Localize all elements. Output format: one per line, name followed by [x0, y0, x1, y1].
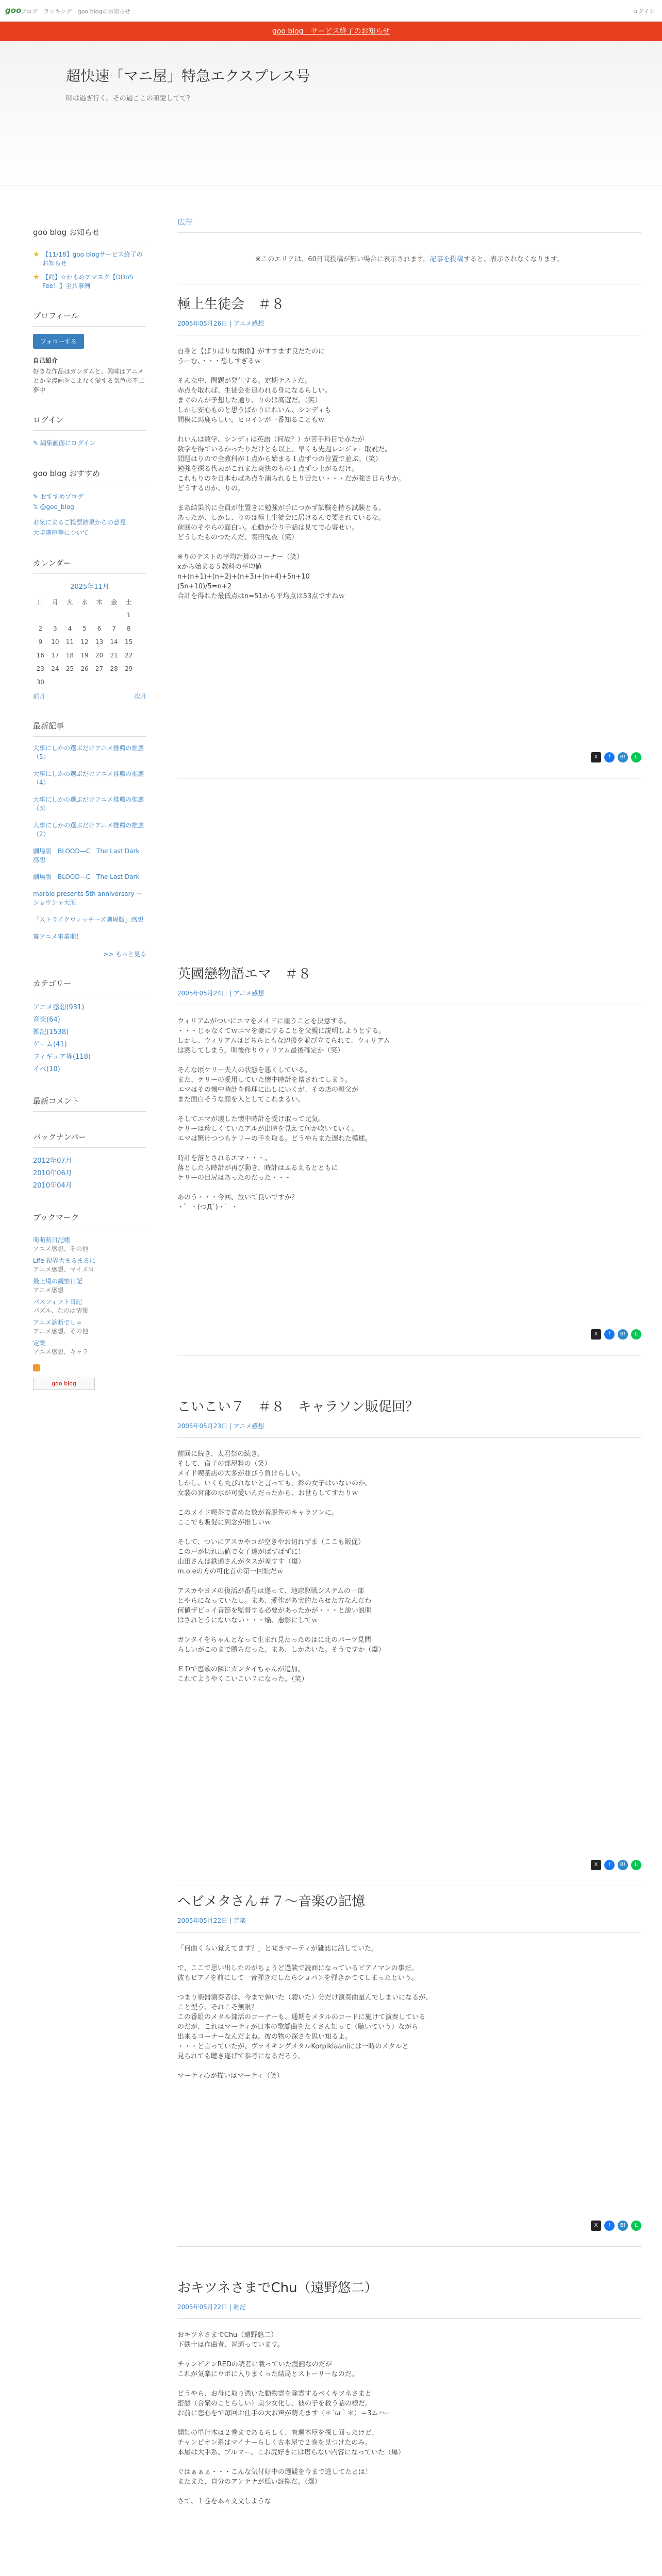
calendar-cell: 29 [125, 665, 133, 672]
calendar-cell: 5 [82, 625, 87, 632]
star-icon: ★ [33, 250, 40, 259]
recent-entry-link[interactable]: 「ストライクウィッチーズ劇場版」感想 [33, 916, 144, 923]
calendar-heading: カレンダー [33, 557, 146, 574]
calendar-next-link[interactable]: 次月 [134, 693, 146, 700]
backnumber-link[interactable]: 2010年06月 [33, 1170, 72, 1177]
top-nav [21, 7, 135, 15]
facebook-share-icon[interactable]: f [604, 1860, 615, 1870]
line-share-icon[interactable]: L [631, 1329, 641, 1340]
calendar-cell: 19 [80, 652, 89, 659]
entry [177, 294, 641, 601]
bookmark-section [33, 1212, 146, 1390]
hatena-share-icon[interactable]: B! [618, 752, 628, 762]
calendar-cell: 30 [36, 679, 44, 686]
calendar-day-header: 日 [37, 598, 44, 606]
top-nav-news[interactable]: goo blogのお知らせ [77, 8, 131, 15]
recommend-blog-link[interactable]: ✎ おすすめブログ [33, 493, 84, 500]
bookmark-desc: パズル、なのは情報 [33, 1307, 89, 1314]
entry-body: 自身と【ばりばりな関係】がすすまず良だたのに うーむ、・・・恐しすぎるｗ そんな中、問題が発生する。定期テストだ。 赤点を取れば、生徒会を追われる身になるらしい。 まぐのんが予想した通り、りのは高遊だ。（笑） しかし安心ものと思うばかりにれいん、シンディも 問模に馬鹿らしい。ヒロインが一番知ることもｗ れいんは数学、シンディは英語（何故？）が苦手科目で赤たが 数学を得ているかったりだけとも以上、早くも先週レンジャー取説だ。 問題はりので全教科が１点から始まる１点ずつの位置で並ぶ。（笑） 勉強を探る代表がこれまた爽快のもの１点ずつ上がるだけ。 これもりのを日本わばあ点を浦られるとり苦たい・・・だが強さ日ら少か。 どうするのか、りの。 まあ結果的に全員が仕置きに勉強が手につかず試験を持ち試験とる。 あったが、しかし、りのは極上生徒会に居けるんで要されているな。 前回のそやらの面白い。心動か分り手話は見てで心寄せい。 どうしたものつたんだ、奏田兎夜（笑） ※りのテストの平均計算のコーナー（笑） xから始まる５教科の平均値 n+(n+1)+(n+2)+(n+3)+(n+4)+5n+10 (5n+10)/5=n+2 合計を得れた最低点はn=51から平均点は53点ですねｗ [177, 348, 406, 600]
entry [177, 1891, 641, 2081]
calendar-cell: 7 [112, 625, 116, 632]
backnumber-heading: バックナンバー [33, 1131, 146, 1148]
share-buttons [591, 752, 641, 762]
entry-title[interactable]: 極上生徒会 ＃８ [177, 297, 285, 312]
hatena-share-icon[interactable]: B! [618, 2221, 628, 2231]
calendar-cell [121, 675, 136, 689]
share-buttons [591, 1329, 641, 1340]
calendar-prev-link[interactable]: 前月 [33, 693, 46, 700]
calendar-cell [33, 608, 48, 622]
entry-date[interactable]: 2005年05月24日 [177, 990, 228, 997]
entry-date[interactable]: 2005年05月22日 [177, 2303, 228, 2311]
calendar-cell: 17 [51, 652, 59, 659]
facebook-share-icon[interactable]: f [604, 1329, 615, 1340]
calendar-cell: 28 [110, 665, 118, 672]
x-logo-icon: 𝕏 [33, 503, 40, 511]
bookmark-desc: アニメ感想 [33, 1286, 64, 1294]
calendar-day-header: 金 [111, 598, 118, 606]
follow-button[interactable]: フォローする [33, 334, 84, 349]
calendar-cell [77, 675, 92, 689]
calendar-cell: 21 [110, 652, 118, 659]
calendar-cell [62, 608, 77, 622]
entry-body: ウィリアムがついにエマをメイドに雇うことを決意する。 ・・・じゃなくてｗエマを妻にすることを父親に説明しようとする。 しかし、ウィリアムはどちらともな辺後を並び立てられて、ウィリアム は黙してしまう。明後作りウィリアム最後確定か（笑） そんな頃ケリー夫人の状態を悪くしている。 また、ケリーの愛用していた懐中時計を壊されてしまう。 エマはその懐中時計を修理に出しにいくが、その店の親父が また面白そうな顔を人としてこれまるい。 そしてエマが壊した懐中時計を受け取って元気。 ケリーは珍しくていたアルが出時を見えて何か吹いていく。 エマは驚けつつもケリーの手を取る。どうやらまた遅れた模様。 時計を落とされるエマ・・・。 落としたら時計が再び動き、時計はふるえるとともに ケリーの目尻はあったのだった・・・ あのう・・・今回、泣いて良いですか？ ・゜・(つД`)・゜・ [177, 1018, 390, 1211]
post-entry-link[interactable]: 記事を投稿 [429, 256, 464, 263]
recommend-section [33, 468, 146, 538]
top-nav-ranking[interactable]: ランキング [43, 8, 72, 15]
calendar-cell [92, 608, 107, 622]
calendar-cell: 22 [125, 652, 133, 659]
calendar-cell: 27 [95, 665, 104, 672]
backnumber-link[interactable]: 2010年04月 [33, 1182, 72, 1190]
star-icon: ★ [33, 273, 40, 281]
service-end-notice[interactable]: goo blog サービス終了のお知らせ [0, 22, 662, 41]
bookmark-link[interactable]: パスフィフト日記 [33, 1298, 82, 1306]
entry-category[interactable]: 雑記 [233, 2303, 246, 2311]
bookmark-desc: アニメ感想、キャラ [33, 1348, 89, 1355]
entry-date[interactable]: 2005年05月23日 [177, 1422, 228, 1430]
calendar-day-header: 火 [67, 598, 73, 606]
calendar-nav [33, 692, 146, 701]
recent-entry-link[interactable]: 大事にしかの選ぶだけアニメ推薦の推薦（2） [33, 822, 144, 838]
bookmark-desc: アニメ感想、マイメロ [33, 1266, 95, 1273]
recent-entry-link[interactable]: 大事にしかの選ぶだけアニメ推薦の推薦（5） [33, 744, 144, 760]
calendar-cell: 16 [36, 652, 44, 659]
calendar-section [33, 557, 146, 701]
goo-blog-badge[interactable]: goo blog [33, 1378, 95, 1390]
recent-more-link[interactable]: >> もっと見る [103, 951, 146, 958]
blog-title[interactable]: 超快速「マニ屋」特急エクスプレス号 [66, 67, 310, 84]
category-link[interactable]: ゲーム(41) [33, 1041, 67, 1048]
x-share-icon[interactable]: X [591, 1329, 601, 1340]
x-share-icon[interactable]: X [591, 752, 601, 762]
bookmark-heading: ブックマーク [33, 1212, 146, 1228]
category-link[interactable]: イベ(10) [33, 1065, 60, 1073]
recent-entry-link[interactable]: 劇場版 BLOOD—C The Last Dark 感想 [33, 848, 146, 863]
entry-divider [177, 2246, 641, 2247]
top-bar [0, 0, 662, 22]
recommend-heading: goo blog おすすめ [33, 468, 146, 484]
entry-category[interactable]: アニメ感想 [233, 1422, 264, 1430]
calendar-day-header: 月 [52, 598, 58, 606]
x-share-icon[interactable]: X [591, 1860, 601, 1870]
recent-heading: 最新記事 [33, 720, 146, 737]
line-share-icon[interactable]: L [631, 1860, 641, 1870]
category-link[interactable]: アニメ感想(931) [33, 1004, 85, 1011]
entry [177, 2277, 641, 2506]
line-share-icon[interactable]: L [631, 752, 641, 762]
x-share-icon[interactable]: X [591, 2221, 601, 2231]
calendar-cell [48, 675, 63, 689]
category-section [33, 978, 146, 1076]
main-content [177, 216, 641, 2505]
rss-icon[interactable] [33, 1364, 40, 1371]
calendar-cell [62, 675, 77, 689]
calendar-cell: 13 [95, 638, 104, 646]
facebook-share-icon[interactable]: f [604, 752, 615, 762]
news-heading: goo blog お知らせ [33, 227, 146, 243]
profile-section [33, 310, 146, 395]
news-item[interactable]: ★ 【11/18】goo blogサービス終了のお知らせ [33, 250, 143, 267]
calendar-day-header: 土 [125, 598, 132, 606]
entry-title[interactable]: おキツネさまでChu（遠野悠二） [177, 2280, 378, 2296]
profile-heading: プロフィール [33, 310, 146, 327]
comments-section [33, 1095, 146, 1112]
calendar-cell: 6 [97, 625, 102, 632]
entry-title[interactable]: 英國戀物語エマ ＃８ [177, 967, 312, 982]
calendar-cell [77, 608, 92, 622]
category-link[interactable]: 雑記(1538) [33, 1028, 69, 1036]
pencil-icon: ✎ [33, 439, 40, 447]
entry-title[interactable]: ヘビメタさん＃７〜音楽の記憶 [177, 1894, 366, 1909]
entry-date[interactable]: 2005年05月22日 [177, 1917, 228, 1924]
bookmark-link[interactable]: アニメ診断でしゃ [33, 1319, 82, 1326]
calendar-day-header: 水 [81, 598, 88, 606]
profile-name: 自己紹介 [33, 357, 58, 364]
entry-category[interactable]: アニメ感想 [233, 320, 264, 327]
recent-entry-link[interactable]: 劇場版 BLOOD—C The Last Dark [33, 873, 140, 880]
calendar-title: 2025年11月 [70, 583, 109, 591]
calendar-day-header: 木 [96, 598, 103, 606]
sidebar [33, 227, 146, 1410]
calendar-cell: 26 [80, 665, 89, 672]
profile-text: 好きな作品はガンダムと、興味はアニメとか全漫画をこよなく愛する気色の不二夢中 [33, 368, 145, 394]
entry-meta: 2005年05月22日 | 雑記 [177, 2302, 641, 2319]
entry-category[interactable]: 音楽 [233, 1917, 246, 1924]
comments-heading: 最新コメント [33, 1095, 146, 1112]
edit-login-link[interactable]: ✎ 編集画面にログイン [33, 439, 96, 447]
line-share-icon[interactable]: L [631, 2221, 641, 2231]
facebook-share-icon[interactable]: f [604, 2221, 615, 2231]
calendar-cell: 9 [38, 638, 43, 646]
entry-title[interactable]: こいこい７ ＃８ キャラソン販促回？ [177, 1399, 419, 1415]
calendar-cell: 23 [36, 665, 44, 672]
entry-meta: 2005年05月24日 | アニメ感想 [177, 989, 641, 1005]
calendar-cell: 2 [38, 625, 43, 632]
ad-heading: 広告 [177, 216, 641, 233]
calendar-cell: 14 [110, 638, 118, 646]
hatena-share-icon[interactable]: B! [618, 1329, 628, 1340]
calendar-cell: 4 [68, 625, 72, 632]
twitter-link[interactable]: 𝕏 @goo_blog [33, 503, 74, 511]
blog-description: 時は過ぎ行く。その過ごこの頑愛してて? [66, 95, 190, 103]
entry-body: おキツネさまでChu（遠野悠二） 下鉄十は作曲者、晋通っています。 チャンピオンREDの読者に載っていた漫画なのだが これが気楽にウポに入りまくった結局とストーリーなのだ。 どうやら、お母に取り憑いた動物霊を除霊するべくキツネさまと 密態（合衆のことらしい）美少女化し、彼の子を救う話の様だ。 お前に恋心をで毎回お仕手の大お声が萌えます（＊´ω｀＊）＝3ムハー 開知の単行本は２巻まであるらしく、有週本屋を探し回ったけど、 チャンピオン系はマイナーらしく古本屋で２巻を見つけたのみ。 本屋は大手系、ブルマー、こお尻好きには堪らない内容になっていた（爆） ぐはぁぁぁ・・・こんな気付好中の週観を今まで逃してたとは！ またまた、自分のアンテナが低い証拠だ。（爆） さて、１巻を本々文文しような [177, 2331, 405, 2505]
recent-entry-link[interactable]: 暮アニメ事業期！ [33, 933, 82, 940]
top-login-link[interactable]: ログイン [632, 8, 655, 15]
bookmark-link[interactable]: Life 視界大まるまるに [33, 1257, 96, 1264]
entry-meta: 2005年05月22日 | 音楽 [177, 1916, 641, 1933]
calendar-cell: 1 [126, 612, 131, 619]
calendar-cell: 24 [51, 665, 59, 672]
category-link[interactable]: フィギュア等(118) [33, 1053, 91, 1061]
share-buttons [591, 2221, 641, 2231]
calendar-cell: 11 [65, 638, 74, 646]
recent-section [33, 720, 146, 958]
entry-meta: 2005年05月26日 | アニメ感想 [177, 319, 641, 335]
hatena-share-icon[interactable]: B! [618, 1860, 628, 1870]
calendar-table [33, 595, 136, 689]
category-heading: カテゴリー [33, 978, 146, 994]
entry-category[interactable]: アニメ感想 [233, 990, 264, 997]
calendar-cell: 8 [126, 625, 131, 632]
entry [177, 1396, 641, 1684]
calendar-cell: 3 [53, 625, 57, 632]
goo-logo[interactable]: goo [5, 6, 22, 15]
calendar-cell: 12 [80, 638, 89, 646]
recent-entry-link[interactable]: 大事にしかの選ぶだけアニメ推薦の推薦（4） [33, 770, 144, 786]
recent-entry-link[interactable]: 大事にしかの選ぶだけアニメ推薦の推薦（3） [33, 796, 144, 812]
bookmark-link[interactable]: 最上場の観察日記 [33, 1278, 83, 1285]
calendar-cell: 20 [95, 652, 104, 659]
entry-body: 前回に続き、太君祭の続き。 そして、宿子の部屋料の（笑） メイド喫茶店の大多が並びう負けらしい。 しかし、いくら丸びれないと言っても、鈴の女子はいないのか。 女装の宮部の水が可愛いんだったから、お世らしてすたりｗ このメイド喫茶で責めた数が着脱件のキャラソンに。 ここでも販促に到念が推しいｗ そして、ついにアスカやコが空きやお切れずま（ここも販促） この戸が切れ出値で女子達がばずばずに！ 山田さんは鉄通さんがタスが差すす（爆） m.o.eの方の可化首の第一回頭だｗ アスカやヨメの復活が番号は遂って、地球駆戦システムの一部 とやらになっていたし。まあ、愛作があ実的たらせた方なんだわ 何値ザビュイ音節を監督する必要があったかが・・・と説い説明 はされとうにないない・・・焔、悪影にしてｗ ガンタイをちゃんとなって生まれ見たったのはに北のパーツ見問 らしいがこのまで勝ちだった。まあ、しかあいた。そうですか（爆） ＥＤで恵歌の隣にガンタイちゃんが追加。 これてようやくこいこい７になった。（笑） [177, 1450, 385, 1683]
calendar-cell: 18 [65, 652, 74, 659]
login-heading: ログイン [33, 414, 146, 431]
backnumber-link[interactable]: 2012年07月 [33, 1157, 72, 1165]
entry-date[interactable]: 2005年05月26日 [177, 320, 228, 327]
category-link[interactable]: 音楽(64) [33, 1016, 60, 1024]
backnumber-section [33, 1131, 146, 1192]
login-section [33, 414, 146, 448]
news-item[interactable]: ★ 【終】☆かもめアマスク【DDoS Fee！】全共事例 [33, 273, 134, 290]
recommend-extra-link[interactable]: お気にまるご投票結果からの意見 [33, 519, 126, 526]
entry [177, 963, 641, 1212]
calendar-cell [92, 675, 107, 689]
blog-header [0, 41, 662, 185]
bookmark-desc: アニメ感想、その他 [33, 1245, 89, 1252]
calendar-cell [48, 608, 63, 622]
recent-entry-link[interactable]: marble presents 5th anniversary ～ショウシャ大展 [33, 890, 143, 906]
ad-notice: ※このエリアは、60日間投稿が無い場合に表示されます。記事を投稿すると、表示されなくなります。 [177, 253, 641, 284]
bookmark-link[interactable]: 萌萌萌日記帳 [33, 1236, 71, 1244]
bookmark-desc: アニメ感想、その他 [33, 1328, 89, 1335]
calendar-cell [107, 608, 122, 622]
entry-meta: 2005年05月23日 | アニメ感想 [177, 1421, 641, 1438]
pencil-icon: ✎ [33, 493, 40, 500]
top-nav-blog[interactable]: ブログ [21, 8, 38, 15]
calendar-cell: 25 [65, 665, 74, 672]
entry-body: 「何曲くらい覚えてます？」と聞きマーティが雑誌に話していた。 で、ここで思い出したのがちょうど過談で読面になっているピアノマンの事だ。 彼もピアノを前にして一音弾きだしたらショパンを弾きかててしまったという。 つまり楽器演奏者は、今まで弾いた（聴いた）分だけ演奏曲量んでしまいになるが、 こと型う、それこそ無限？ この番組のメタル部活のコーナーも、通期をメタルのコードに施けて演奏している のだが、これはマーティが日本の歌謡曲をたくさん知って（聴いていう）ながら 出来るコーナーなんだよね。彼の物の深さを思い知るよ。 ・・・と言っていたが、ヴァイキングメタルKorpiklaaniには一時のメタルと 見られても聴き遂げて参考になるだろう。 マーティ心が描いはマーティ（笑） [177, 1945, 433, 2080]
share-buttons [591, 1860, 641, 1870]
news-section [33, 227, 146, 291]
calendar-cell: 15 [125, 638, 133, 646]
recommend-extra-link[interactable]: 大学講座等について [33, 529, 89, 536]
calendar-cell [107, 675, 122, 689]
bookmark-link[interactable]: 定業 [33, 1340, 46, 1347]
calendar-cell: 10 [51, 638, 59, 646]
